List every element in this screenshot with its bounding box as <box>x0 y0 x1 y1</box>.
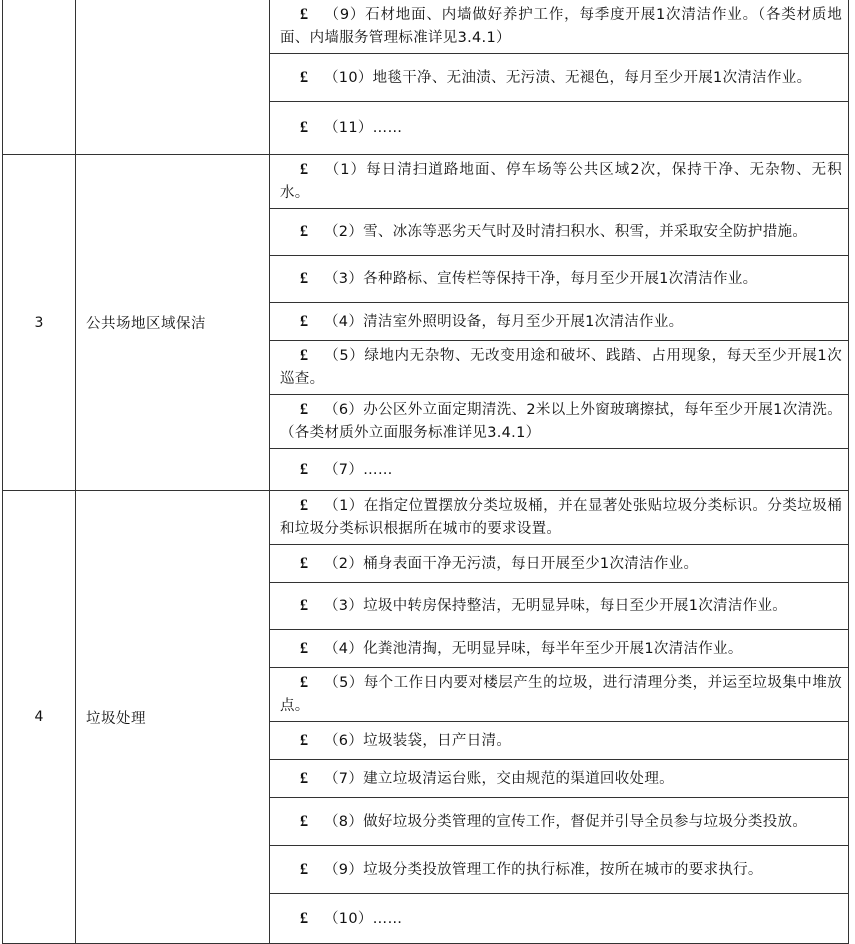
checkbox-icon: £ <box>300 223 309 240</box>
row-number <box>3 0 76 155</box>
checkbox-icon: £ <box>300 909 309 927</box>
checkbox-icon: £ <box>300 812 309 830</box>
standard-cell <box>270 798 849 846</box>
checkbox-icon: £ <box>300 6 309 23</box>
checkbox-icon: £ <box>300 860 309 878</box>
standard-cell <box>270 545 849 583</box>
standard-cell <box>270 722 849 760</box>
checkbox-icon: £ <box>300 119 309 136</box>
standard-cell <box>270 395 849 449</box>
standard-cell <box>270 303 849 341</box>
standard-cell <box>270 155 849 209</box>
standard-text: （8）做好垃圾分类管理的宣传工作，督促并引导全员参与垃圾分类投放。 <box>324 813 808 830</box>
service-item <box>76 0 270 155</box>
standard-text: （10）…… <box>324 910 403 927</box>
standard-text: （9）垃圾分类投放管理工作的执行标准，按所在城市的要求执行。 <box>324 861 763 878</box>
standard-cell <box>270 0 849 54</box>
checkbox-icon: £ <box>300 731 309 749</box>
checkbox-icon: £ <box>300 460 309 478</box>
standard-cell <box>270 102 849 155</box>
checkbox-icon: £ <box>300 401 309 418</box>
standard-text: （7）…… <box>324 461 393 478</box>
standard-cell <box>270 256 849 303</box>
service-standards-table <box>2 0 849 944</box>
standard-cell <box>270 209 849 256</box>
standard-cell <box>270 491 849 545</box>
standard-text: （1）在指定位置摆放分类垃圾桶，并在显著处张贴垃圾分类标识。分类垃圾桶和垃圾分类标识根据所在城市的要求设置。 <box>280 498 842 537</box>
row-number: 3 <box>3 155 76 491</box>
checkbox-icon: £ <box>300 270 309 287</box>
standard-text: （2）桶身表面干净无污渍，每日开展至少1次清洁作业。 <box>324 555 699 572</box>
standard-text: （6）办公区外立面定期清洗、2米以上外窗玻璃擦拭，每年至少开展1次清洗。（各类材质外立面服务标准详见3.4.1） <box>280 402 842 441</box>
service-item: 垃圾处理 <box>76 491 270 944</box>
standard-cell <box>270 54 849 102</box>
checkbox-icon: £ <box>300 312 309 330</box>
standard-cell <box>270 760 849 798</box>
standard-text: （4）清洁室外照明设备，每月至少开展1次清洁作业。 <box>324 313 684 330</box>
standard-cell <box>270 630 849 668</box>
standard-cell <box>270 583 849 630</box>
table-row <box>3 155 849 209</box>
table-row <box>3 491 849 545</box>
standard-text: （5）绿地内无杂物、无改变用途和破坏、践踏、占用现象，每天至少开展1次巡查。 <box>280 348 842 387</box>
standard-cell <box>270 894 849 944</box>
checkbox-icon: £ <box>300 769 309 787</box>
standard-text: （10）地毯干净、无油渍、无污渍、无褪色，每月至少开展1次清洁作业。 <box>324 69 812 86</box>
checkbox-icon: £ <box>300 497 309 514</box>
checkbox-icon: £ <box>300 554 309 572</box>
checkbox-icon: £ <box>300 161 309 178</box>
standard-text: （6）垃圾装袋，日产日清。 <box>324 732 512 749</box>
table-row <box>3 0 849 54</box>
standard-text: （7）建立垃圾清运台账，交由规范的渠道回收处理。 <box>324 770 674 787</box>
checkbox-icon: £ <box>300 674 309 691</box>
standard-cell <box>270 449 849 491</box>
standard-text: （4）化粪池清掏，无明显异味，每半年至少开展1次清洁作业。 <box>324 640 743 657</box>
checkbox-icon: £ <box>300 68 309 86</box>
checkbox-icon: £ <box>300 597 309 614</box>
checkbox-icon: £ <box>300 639 309 657</box>
standard-cell <box>270 341 849 395</box>
service-item: 公共场地区域保洁 <box>76 155 270 491</box>
standard-cell <box>270 668 849 722</box>
standard-text: （5）每个工作日内要对楼层产生的垃圾，进行清理分类，并运至垃圾集中堆放点。 <box>280 675 842 714</box>
standard-text: （3）各种路标、宣传栏等保持干净，每月至少开展1次清洁作业。 <box>324 271 758 287</box>
standard-text: （11）…… <box>324 120 403 136</box>
standard-cell <box>270 846 849 894</box>
checkbox-icon: £ <box>300 347 309 364</box>
standard-text: （1）每日清扫道路地面、停车场等公共区域2次，保持干净、无杂物、无积水。 <box>280 162 842 201</box>
standard-text: （9）石材地面、内墙做好养护工作，每季度开展1次清洁作业。（各类材质地面、内墙服务管理标准详见3.4.1） <box>280 7 842 46</box>
standard-text: （2）雪、冰冻等恶劣天气时及时清扫积水、积雪，并采取安全防护措施。 <box>324 224 808 240</box>
standard-text: （3）垃圾中转房保持整洁，无明显异味，每日至少开展1次清洁作业。 <box>324 598 788 614</box>
row-number: 4 <box>3 491 76 944</box>
